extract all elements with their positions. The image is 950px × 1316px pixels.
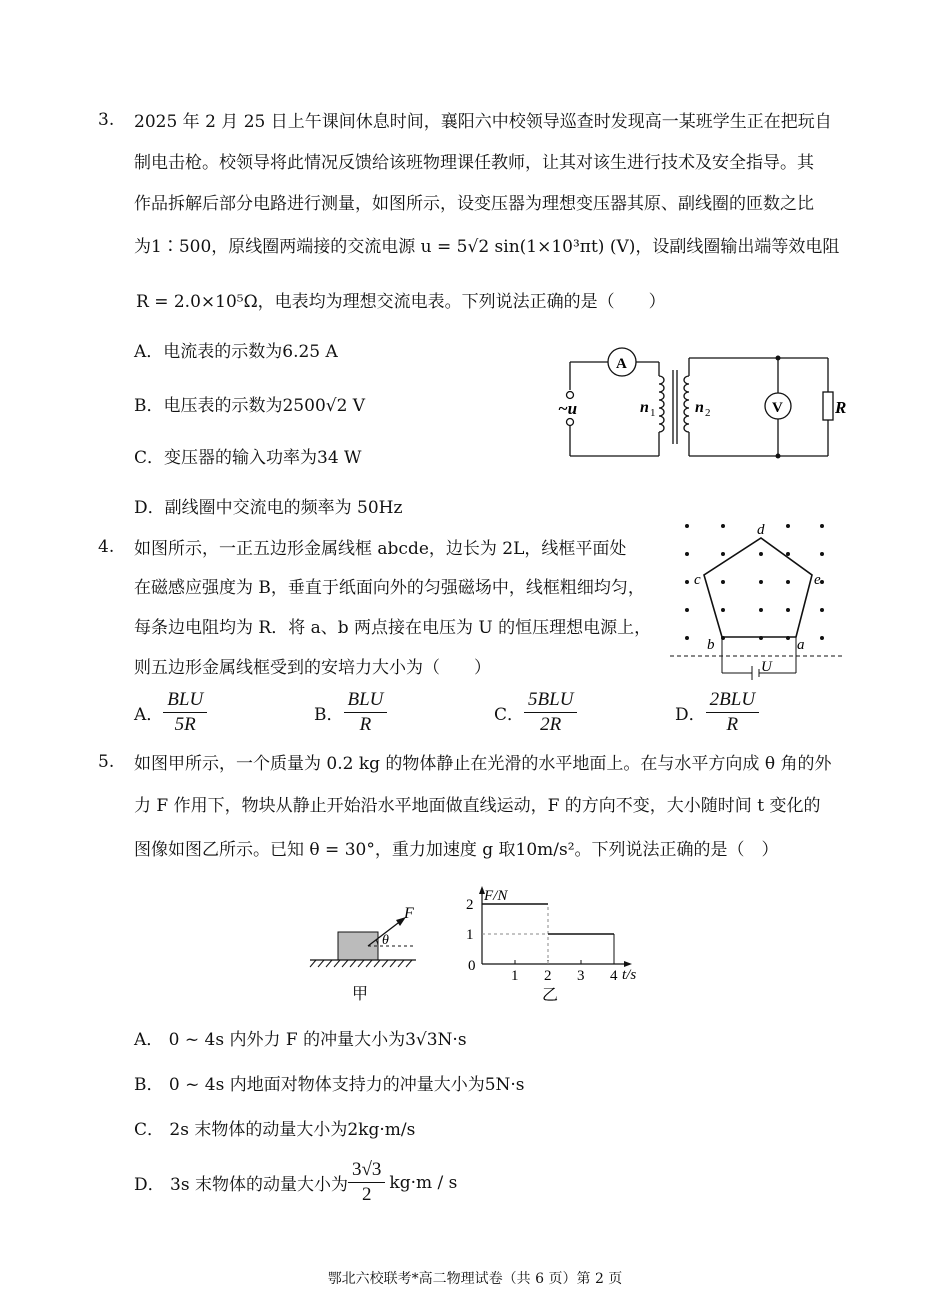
voltmeter-label: V <box>772 400 783 416</box>
option-label: B． <box>314 705 344 725</box>
chart-origin: 0 <box>468 958 476 974</box>
q5-option-d <box>134 1158 457 1207</box>
transformer-circuit-diagram <box>556 340 846 468</box>
option-label: A． <box>134 705 164 725</box>
figure-yi-caption: 乙 <box>542 987 559 1004</box>
x-tick-label: 1 <box>511 968 519 984</box>
field-dot <box>721 552 725 556</box>
q4-line-2: 在磁感应强度为 B，垂直于纸面向外的匀强磁场中，线框粗细均匀， <box>134 578 645 598</box>
x-tick-label: 2 <box>544 968 552 984</box>
option-denominator: 5R <box>174 714 196 735</box>
field-dot <box>820 608 824 612</box>
force-time-chart <box>460 880 650 1005</box>
field-dot <box>685 580 689 584</box>
option-d-unit: kg·m / s <box>389 1172 458 1193</box>
angle-theta-label: θ <box>382 933 389 948</box>
force-f-label: F <box>404 905 414 922</box>
field-dot <box>685 608 689 612</box>
field-dot <box>820 552 824 556</box>
field-dot <box>685 524 689 528</box>
q3-option-c: C．变压器的输入功率为34 W <box>134 448 362 468</box>
field-dot <box>786 552 790 556</box>
option-label: C． <box>494 705 525 725</box>
q5-option-b: B． 0 ~ 4s 内地面对物体支持力的冲量大小为5N·s <box>134 1075 525 1095</box>
ylabel-text: F/N <box>484 888 508 904</box>
option-denominator: R <box>359 714 372 735</box>
source-label: ~u <box>558 399 578 418</box>
q5-line-1: 如图甲所示，一个质量为 0.2 kg 的物体静止在光滑的水平地面上。在与水平方向成 θ 角的外 <box>134 754 832 774</box>
q3-number: 3. <box>98 110 115 130</box>
pentagon-field-diagram <box>670 516 845 681</box>
q3-option-d: D．副线圈中交流电的频率为 50Hz <box>134 498 403 518</box>
field-dot <box>820 524 824 528</box>
x-tick-label: 4 <box>610 968 618 984</box>
option-d-numerator: 3√3 <box>348 1158 385 1183</box>
q3-line-2: 制电击枪。校领导将此情况反馈给该班物理课任教师，让其对该生进行技术及安全指导。其 <box>134 153 814 173</box>
option-numerator: 2BLU <box>706 688 759 713</box>
field-dot <box>721 580 725 584</box>
q3-option-b: B．电压表的示数为2500√2 V <box>134 396 366 416</box>
q3-line-5: R = 2.0×10⁵Ω，电表均为理想交流电表。下列说法正确的是（ ） <box>136 292 666 312</box>
q4-option-d <box>675 688 759 737</box>
q4-option-c <box>494 688 577 737</box>
n2-label: n <box>695 399 704 416</box>
q5-number: 5. <box>98 752 115 772</box>
option-denominator: R <box>726 714 739 735</box>
field-dot <box>759 608 763 612</box>
field-dot <box>759 552 763 556</box>
field-dot <box>786 524 790 528</box>
q4-line-1: 如图所示，一正五边形金属线框 abcde，边长为 2L，线框平面处 <box>134 539 627 559</box>
n1-subscript: 1 <box>650 407 656 419</box>
page-footer: 鄂北六校联考*高二物理试卷（共 6 页）第 2 页 <box>327 1271 623 1287</box>
vertex-c: c <box>694 572 701 588</box>
field-dot <box>721 524 725 528</box>
vertex-a: a <box>797 637 805 653</box>
chart-xlabel: t/s <box>622 967 637 983</box>
block-force-diagram <box>308 900 423 1005</box>
q3-line-3: 作品拆解后部分电路进行测量，如图所示，设变压器为理想变压器其原、副线圈的匝数之比 <box>134 194 814 214</box>
vertex-e: e <box>814 572 821 588</box>
q5-option-a: A． 0 ~ 4s 内外力 F 的冲量大小为3√3N·s <box>134 1030 467 1050</box>
q3-line-1: 2025 年 2 月 25 日上午课间休息时间，襄阳六中校领导巡查时发现高一某班学生正在把玩自 <box>134 112 832 132</box>
q4-line-3: 每条边电阻均为 R．将 a、b 两点接在电压为 U 的恒压理想电源上， <box>134 618 652 638</box>
figure-jia-caption: 甲 <box>352 986 369 1003</box>
y-tick-label: 2 <box>466 897 474 913</box>
chart-ylabel <box>483 888 508 904</box>
q4-line-4: 则五边形金属线框受到的安培力大小为（ ） <box>134 658 491 678</box>
option-numerator: BLU <box>163 688 207 713</box>
option-denominator: 2R <box>540 714 562 735</box>
option-label: D． <box>675 705 706 725</box>
option-numerator: BLU <box>344 688 388 713</box>
y-tick-label: 1 <box>466 927 474 943</box>
option-numerator: 5BLU <box>524 688 577 713</box>
q4-number: 4. <box>98 537 115 557</box>
field-dot <box>721 608 725 612</box>
x-tick-label: 3 <box>577 968 585 984</box>
q4-option-a <box>134 688 207 737</box>
q5-line-3: 图像如图乙所示。已知 θ = 30°，重力加速度 g 取10m/s²。下列说法正确的是（ ） <box>134 840 779 860</box>
option-d-denominator: 2 <box>361 1184 372 1205</box>
field-dot <box>759 580 763 584</box>
resistor-label: R <box>835 398 846 417</box>
source-u-label: U <box>761 659 772 675</box>
q4-option-b <box>314 688 387 737</box>
field-dot <box>786 608 790 612</box>
field-dot <box>685 552 689 556</box>
n1-label: n <box>640 399 649 416</box>
option-d-prefix: D． 3s 末物体的动量大小为 <box>134 1175 348 1195</box>
field-dot <box>820 636 824 640</box>
chart-ticks <box>466 897 618 984</box>
n2-subscript: 2 <box>705 407 711 419</box>
field-dot <box>786 580 790 584</box>
q5-option-c: C． 2s 末物体的动量大小为2kg·m/s <box>134 1120 416 1140</box>
q3-option-a: A．电流表的示数为6.25 A <box>134 342 338 362</box>
vertex-d: d <box>757 522 765 538</box>
ammeter-label: A <box>616 356 627 372</box>
field-dot <box>685 636 689 640</box>
q3-line-4: 为1∶500，原线圈两端接的交流电源 u = 5√2 sin(1×10³πt) (V)，设副线圈输出端等效电阻 <box>134 237 840 257</box>
q5-line-2: 力 F 作用下，物块从静止开始沿水平地面做直线运动，F 的方向不变，大小随时间 t 变化的 <box>134 796 821 816</box>
vertex-b: b <box>707 637 715 653</box>
